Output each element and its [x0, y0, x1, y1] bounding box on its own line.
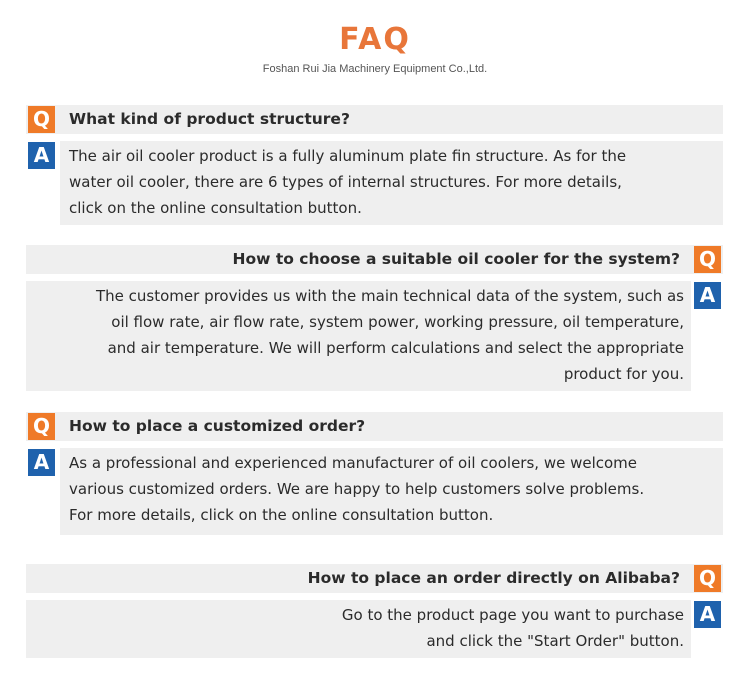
answer-badge: A	[28, 142, 55, 169]
answer-line: various customized orders. We are happy to help customers solve problems.	[69, 480, 645, 498]
answer-line: water oil cooler, there are 6 types of internal structures. For more details,	[69, 173, 622, 191]
answer-line: The customer provides us with the main technical data of the system, such as	[96, 287, 684, 305]
answer-line: oil flow rate, air flow rate, system power, working pressure, oil temperature,	[111, 313, 684, 331]
answer-text	[69, 450, 644, 528]
answer-text	[69, 143, 626, 221]
company-name: Foshan Rui Jia Machinery Equipment Co.,Ltd.	[262, 63, 488, 75]
answer-line: and air temperature. We will perform calculations and select the appropriate	[107, 339, 684, 357]
answer-line: The air oil cooler product is a fully aluminum plate fin structure. As for the	[69, 147, 627, 165]
answer-line: Go to the product page you want to purchase	[341, 606, 684, 624]
question-badge: Q	[694, 246, 721, 273]
answer-text	[24, 283, 684, 387]
answer-line: and click the "Start Order" button.	[426, 632, 684, 650]
page-title: FAQ	[339, 22, 411, 57]
question-text: How to choose a suitable oil cooler for the system?	[232, 250, 680, 268]
question-text: What kind of product structure?	[69, 110, 350, 128]
question-text: How to place a customized order?	[69, 417, 366, 435]
question-badge: Q	[28, 413, 55, 440]
answer-line: For more details, click on the online consultation button.	[69, 506, 494, 524]
question-text: How to place an order directly on Alibaba?	[307, 569, 680, 587]
answer-line: As a professional and experienced manufacturer of oil coolers, we welcome	[69, 454, 638, 472]
question-badge: Q	[694, 565, 721, 592]
answer-badge: A	[694, 601, 721, 628]
answer-text	[24, 602, 684, 654]
faq-header	[0, 18, 750, 76]
answer-badge: A	[28, 449, 55, 476]
answer-line: product for you.	[563, 365, 684, 383]
answer-badge: A	[694, 282, 721, 309]
question-badge: Q	[28, 106, 55, 133]
answer-line: click on the online consultation button.	[69, 199, 362, 217]
